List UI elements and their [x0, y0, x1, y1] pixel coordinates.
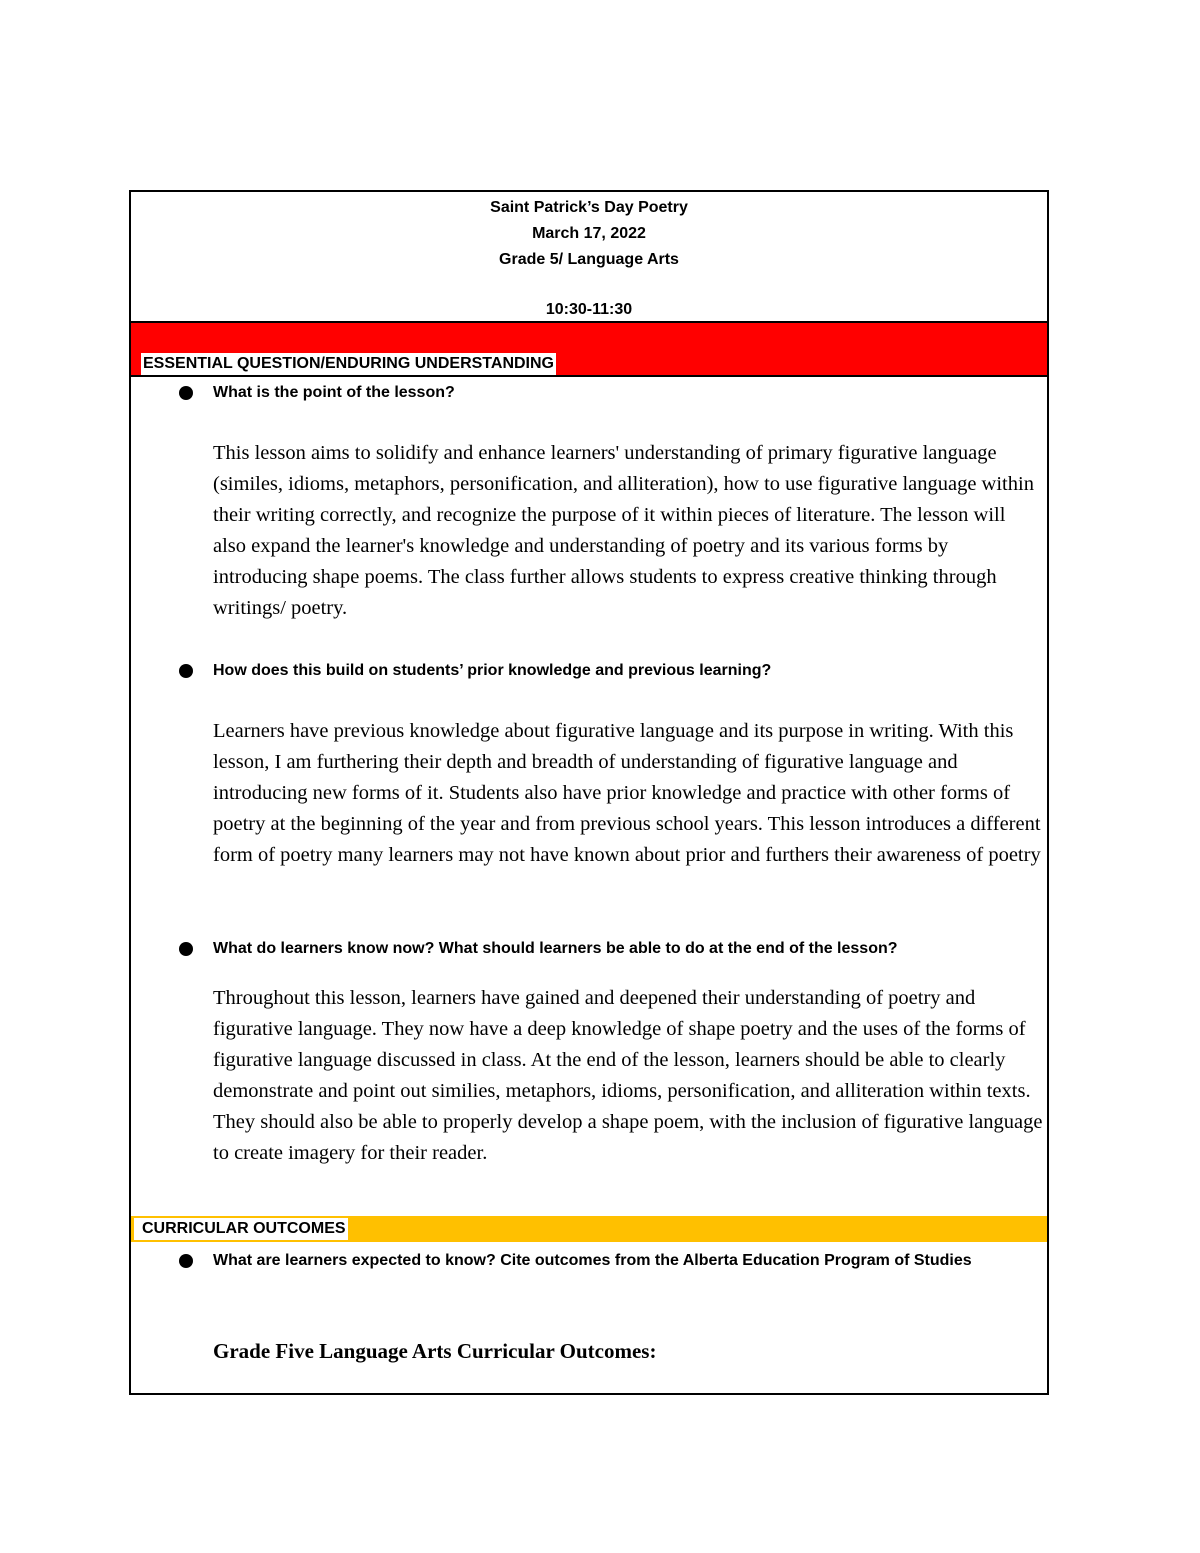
- curricular-outcomes-heading: CURRICULAR OUTCOMES: [134, 1218, 348, 1240]
- curricular-outcomes-band: [131, 1216, 1047, 1242]
- answer-point-of-lesson: This lesson aims to solidify and enhance learners' understanding of primary figurative language (similes, idioms, metaphors, personification, and alliteration), how to use figurative language within their writing correctly, and recognize the purpose of it within pieces of literature. The lesson will also expand the learner's knowledge and understanding of poetry and its various forms by introducing shape poems. The class further allows students to express creative thinking through writings/ poetry.: [213, 442, 1034, 619]
- lesson-time: 10:30-11:30: [545, 301, 633, 318]
- answer-learner-expectations: Throughout this lesson, learners have gained and deepened their understanding of poetry and figurative language. They now have a deep knowledge of shape poetry and the uses of the forms of figurative language discussed in class. At the end of the lesson, learners should be able to clearly demonstrate and point out similies, metaphors, idioms, personification, and alliteration within texts. They should also be able to properly develop a shape poem, with the inclusion of figurative language to create imagery for their reader.: [213, 987, 1043, 1164]
- bullet-icon: [179, 1254, 193, 1268]
- lesson-plan-table: [129, 190, 1049, 1395]
- essential-question-heading: ESSENTIAL QUESTION/ENDURING UNDERSTANDING: [141, 353, 556, 375]
- answer-prior-knowledge: Learners have previous knowledge about figurative language and its purpose in writing. With this lesson, I am furthering their depth and breadth of understanding of figurative language and introducing new forms of it. Students also have prior knowledge and practice with other forms of poetry at the beginning of the year and from previous school years. This lesson introduces a different form of poetry many learners may not have known about prior and furthers their awareness of poetry: [213, 720, 1041, 866]
- bullet-icon: [179, 664, 193, 678]
- bullet-icon: [179, 386, 193, 400]
- question-prior-knowledge: How does this build on students’ prior knowledge and previous learning?: [213, 662, 772, 679]
- question-point-of-lesson: What is the point of the lesson?: [213, 384, 455, 401]
- question-learner-expectations: What do learners know now? What should learners be able to do at the end of the lesson?: [213, 940, 898, 957]
- bullet-icon: [179, 942, 193, 956]
- lesson-date: March 17, 2022: [532, 225, 646, 242]
- lesson-title: Saint Patrick’s Day Poetry: [490, 199, 688, 216]
- question-curricular-outcomes: What are learners expected to know? Cite outcomes from the Alberta Education Program of Studies: [213, 1252, 972, 1269]
- essential-question-band: [131, 323, 1047, 377]
- lesson-grade-subject: Grade 5/ Language Arts: [499, 251, 679, 268]
- outcomes-title: Grade Five Language Arts Curricular Outcomes:: [213, 1339, 657, 1363]
- lesson-header: [131, 192, 1047, 323]
